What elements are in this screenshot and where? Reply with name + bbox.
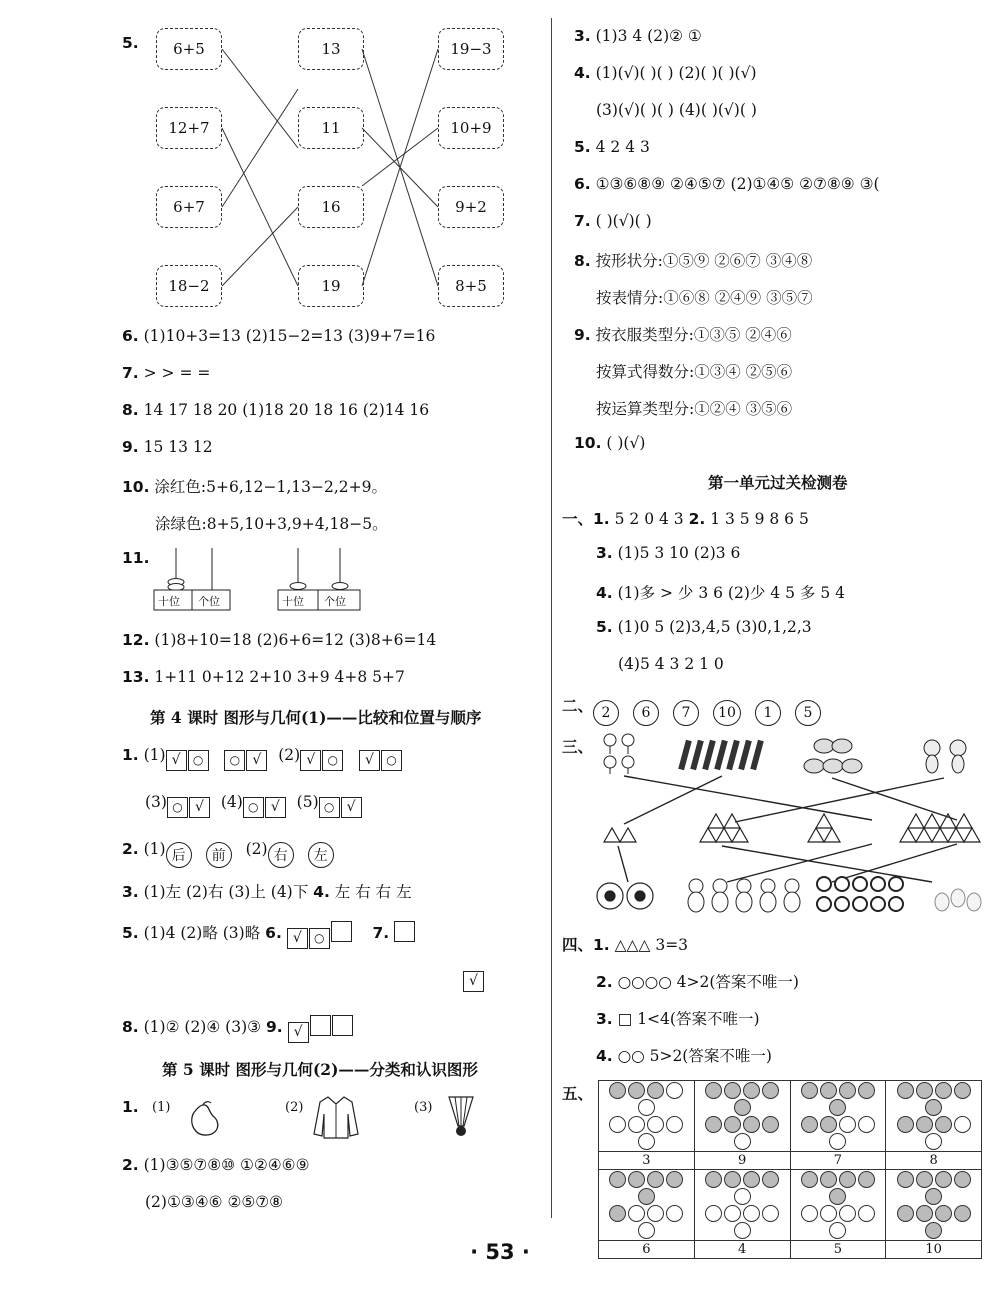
check-box: √ xyxy=(287,928,308,949)
r-q5: 5. 4 2 4 3 xyxy=(574,138,650,156)
empty-box xyxy=(331,921,352,942)
check-box: √ xyxy=(166,750,187,771)
empty-box xyxy=(394,921,415,942)
match-box: 6+5 xyxy=(156,28,222,70)
circle-box: ○ xyxy=(381,750,402,771)
check-box: √ xyxy=(265,797,286,818)
table-cell: 10 xyxy=(886,1241,982,1259)
r-q3: 3. (1)3 4 (2)② ① xyxy=(574,27,702,45)
q5-number: 5. xyxy=(122,34,139,52)
empty-box xyxy=(310,1015,331,1036)
r-q10: 10. ( )(√) xyxy=(574,434,646,452)
mushrooms-icon xyxy=(804,739,862,773)
s3-label: 三、 xyxy=(562,738,594,756)
r-q8-line2: 按表情分:①⑥⑧ ②④⑨ ③⑤⑦ xyxy=(596,289,813,307)
circle-box: ○ xyxy=(322,750,343,771)
match-box: 9+2 xyxy=(438,186,504,228)
flowers-icon xyxy=(604,734,634,774)
q7: 7. > > = = xyxy=(122,364,211,382)
s4-q2: 2. ○○○○ 4>2(答案不唯一) xyxy=(596,973,799,991)
table-cell: 7 xyxy=(790,1152,886,1170)
l4-q2: 2. (1) 后 前 (2) 右 左 xyxy=(122,840,348,868)
abacus-2-tens: 十位 xyxy=(282,595,304,608)
eggplant-icon xyxy=(185,1100,225,1138)
check-box: √ xyxy=(341,797,362,818)
match-box: 19 xyxy=(298,265,364,307)
page-number: · 53 · xyxy=(470,1240,530,1264)
match-box: 11 xyxy=(298,107,364,149)
check-box: √ xyxy=(189,797,210,818)
s5-label: 五、 xyxy=(562,1085,594,1103)
circle-box: ○ xyxy=(243,797,264,818)
q9: 9. 15 13 12 xyxy=(122,438,213,456)
dot-cell xyxy=(790,1170,886,1241)
r-q8-line1: 8. 按形状分:①⑤⑨ ②⑥⑦ ③④⑧ xyxy=(574,252,813,270)
l5-q1-p2: (2) xyxy=(285,1100,304,1115)
column-divider xyxy=(551,18,552,1218)
s2: 二、 2 6 7 10 1 5 xyxy=(562,694,835,726)
dot-cell xyxy=(886,1081,982,1152)
table-cell: 5 xyxy=(790,1241,886,1259)
r-q4-line2: (3)(√)( )( ) (4)( )(√)( ) xyxy=(596,101,757,119)
match-box: 6+7 xyxy=(156,186,222,228)
matching-lines xyxy=(0,0,548,320)
empty-box xyxy=(332,1015,353,1036)
check-box: √ xyxy=(288,1022,309,1043)
lesson5-heading: 第 5 课时 图形与几何(2)——分类和认识图形 xyxy=(162,1060,478,1079)
match-box: 12+7 xyxy=(156,107,222,149)
dot-cell xyxy=(599,1081,695,1152)
r-q7: 7. ( )(√)( ) xyxy=(574,212,652,230)
l4-q8-q9: 8. (1)② (2)④ (3)③ 9. √ xyxy=(122,1015,354,1043)
table-cell: 8 xyxy=(886,1152,982,1170)
match-box: 10+9 xyxy=(438,107,504,149)
jacket-icon xyxy=(312,1094,360,1140)
dot-cell xyxy=(694,1081,790,1152)
circle-box: ○ xyxy=(319,797,340,818)
l5-q1-p3: (3) xyxy=(414,1100,433,1115)
monkeys-icon xyxy=(924,740,966,773)
unit-test-title: 第一单元过关检测卷 xyxy=(708,473,848,492)
abacus-1-ones: 个位 xyxy=(198,595,220,608)
q12: 12. (1)8+10=18 (2)6+6=12 (3)8+6=14 xyxy=(122,631,437,649)
right-column xyxy=(556,0,1000,1308)
circle-box: ○ xyxy=(188,750,209,771)
table-cell: 9 xyxy=(694,1152,790,1170)
pencils-icon xyxy=(678,740,764,771)
r-q4-line1: 4. (1)(√)( )( ) (2)( )( )(√) xyxy=(574,64,757,82)
abacus-2-ones: 个位 xyxy=(324,595,346,608)
match-box: 19−3 xyxy=(438,28,504,70)
circle-box: ○ xyxy=(309,928,330,949)
q10-line1: 10. 涂红色:5+6,12−1,13−2,2+9。 xyxy=(122,478,387,496)
s1-q3: 3. (1)5 3 10 (2)3 6 xyxy=(596,544,741,562)
lesson4-heading: 第 4 课时 图形与几何(1)——比较和位置与顺序 xyxy=(150,708,482,727)
l4-q1-row1: 1. (1) √ ○ ○ √ (2) √ ○ √ ○ xyxy=(122,746,403,771)
l5-q1-p1: (1) xyxy=(152,1100,171,1115)
table-cell: 6 xyxy=(599,1241,695,1259)
flower-shapes-icon xyxy=(817,877,903,911)
dot-cell xyxy=(886,1170,982,1241)
s3-matching-figure xyxy=(592,732,1000,922)
shuttlecock-icon xyxy=(446,1094,476,1140)
check-box: √ xyxy=(463,971,484,992)
check-box: √ xyxy=(246,750,267,771)
dot-cell xyxy=(790,1081,886,1152)
match-box: 8+5 xyxy=(438,265,504,307)
q6: 6. (1)10+3=13 (2)15−2=13 (3)9+7=16 xyxy=(122,327,436,345)
circle-box: ○ xyxy=(224,750,245,771)
q8: 8. 14 17 18 20 (1)18 20 18 16 (2)14 16 xyxy=(122,401,430,419)
circle-box: ○ xyxy=(167,797,188,818)
table-cell: 4 xyxy=(694,1241,790,1259)
dot-cell xyxy=(599,1170,695,1241)
soccer-balls-icon xyxy=(597,883,653,909)
l4-q3-q4: 3. (1)左 (2)右 (3)上 (4)下 4. 左 右 右 左 xyxy=(122,883,412,901)
s1-q5-line2: (4)5 4 3 2 1 0 xyxy=(618,655,724,673)
l4-q1-row2: (3) ○ √ (4) ○ √ (5) ○ √ xyxy=(145,793,363,818)
s1-q5: 5. (1)0 5 (2)3,4,5 (3)0,1,2,3 xyxy=(596,618,812,636)
abacus-1-tens: 十位 xyxy=(158,595,180,608)
r-q9-line3: 按运算类型分:①②④ ③⑤⑥ xyxy=(596,400,793,418)
s1-q1-q2: 一、1. 5 2 0 4 3 2. 1 3 5 9 8 6 5 xyxy=(562,510,809,528)
check-box: √ xyxy=(300,750,321,771)
s4-q3: 3. □ 1<4(答案不唯一) xyxy=(596,1010,760,1028)
l5-q1: 1. xyxy=(122,1098,139,1116)
r-q6: 6. ①③⑥⑧⑨ ②④⑤⑦ (2)①④⑤ ②⑦⑧⑨ ③( xyxy=(574,175,880,193)
check-box: √ xyxy=(359,750,380,771)
table-cell: 3 xyxy=(599,1152,695,1170)
triangles-icon xyxy=(604,814,980,842)
s4-q1: 四、1. △△△ 3=3 xyxy=(562,936,689,954)
dots-table xyxy=(598,1080,982,1259)
dot-cell xyxy=(694,1170,790,1241)
pears-icon xyxy=(935,889,981,911)
match-box: 18−2 xyxy=(156,265,222,307)
r-q9-line1: 9. 按衣服类型分:①③⑤ ②④⑥ xyxy=(574,326,792,344)
match-box: 13 xyxy=(298,28,364,70)
r-q9-line2: 按算式得数分:①③④ ②⑤⑥ xyxy=(596,363,793,381)
q11-number: 11. xyxy=(122,549,150,567)
q13: 13. 1+11 0+12 2+10 3+9 4+8 5+7 xyxy=(122,668,405,686)
s4-q4: 4. ○○ 5>2(答案不唯一) xyxy=(596,1047,772,1065)
match-box: 16 xyxy=(298,186,364,228)
l4-q7-box2 xyxy=(463,967,485,992)
s1-q4: 4. (1)多 > 少 3 6 (2)少 4 5 多 5 4 xyxy=(596,584,845,602)
l5-q2-line2: (2)①③④⑥ ②⑤⑦⑧ xyxy=(145,1193,284,1211)
l4-q5-q7: 5. (1)4 (2)略 (3)略 6. √ ○ 7. xyxy=(122,921,416,949)
l5-q2-line1: 2. (1)③⑤⑦⑧⑩ ①②④⑥⑨ xyxy=(122,1156,310,1174)
pandas-icon xyxy=(688,879,800,912)
q10-line2: 涂绿色:8+5,10+3,9+4,18−5。 xyxy=(155,515,388,533)
